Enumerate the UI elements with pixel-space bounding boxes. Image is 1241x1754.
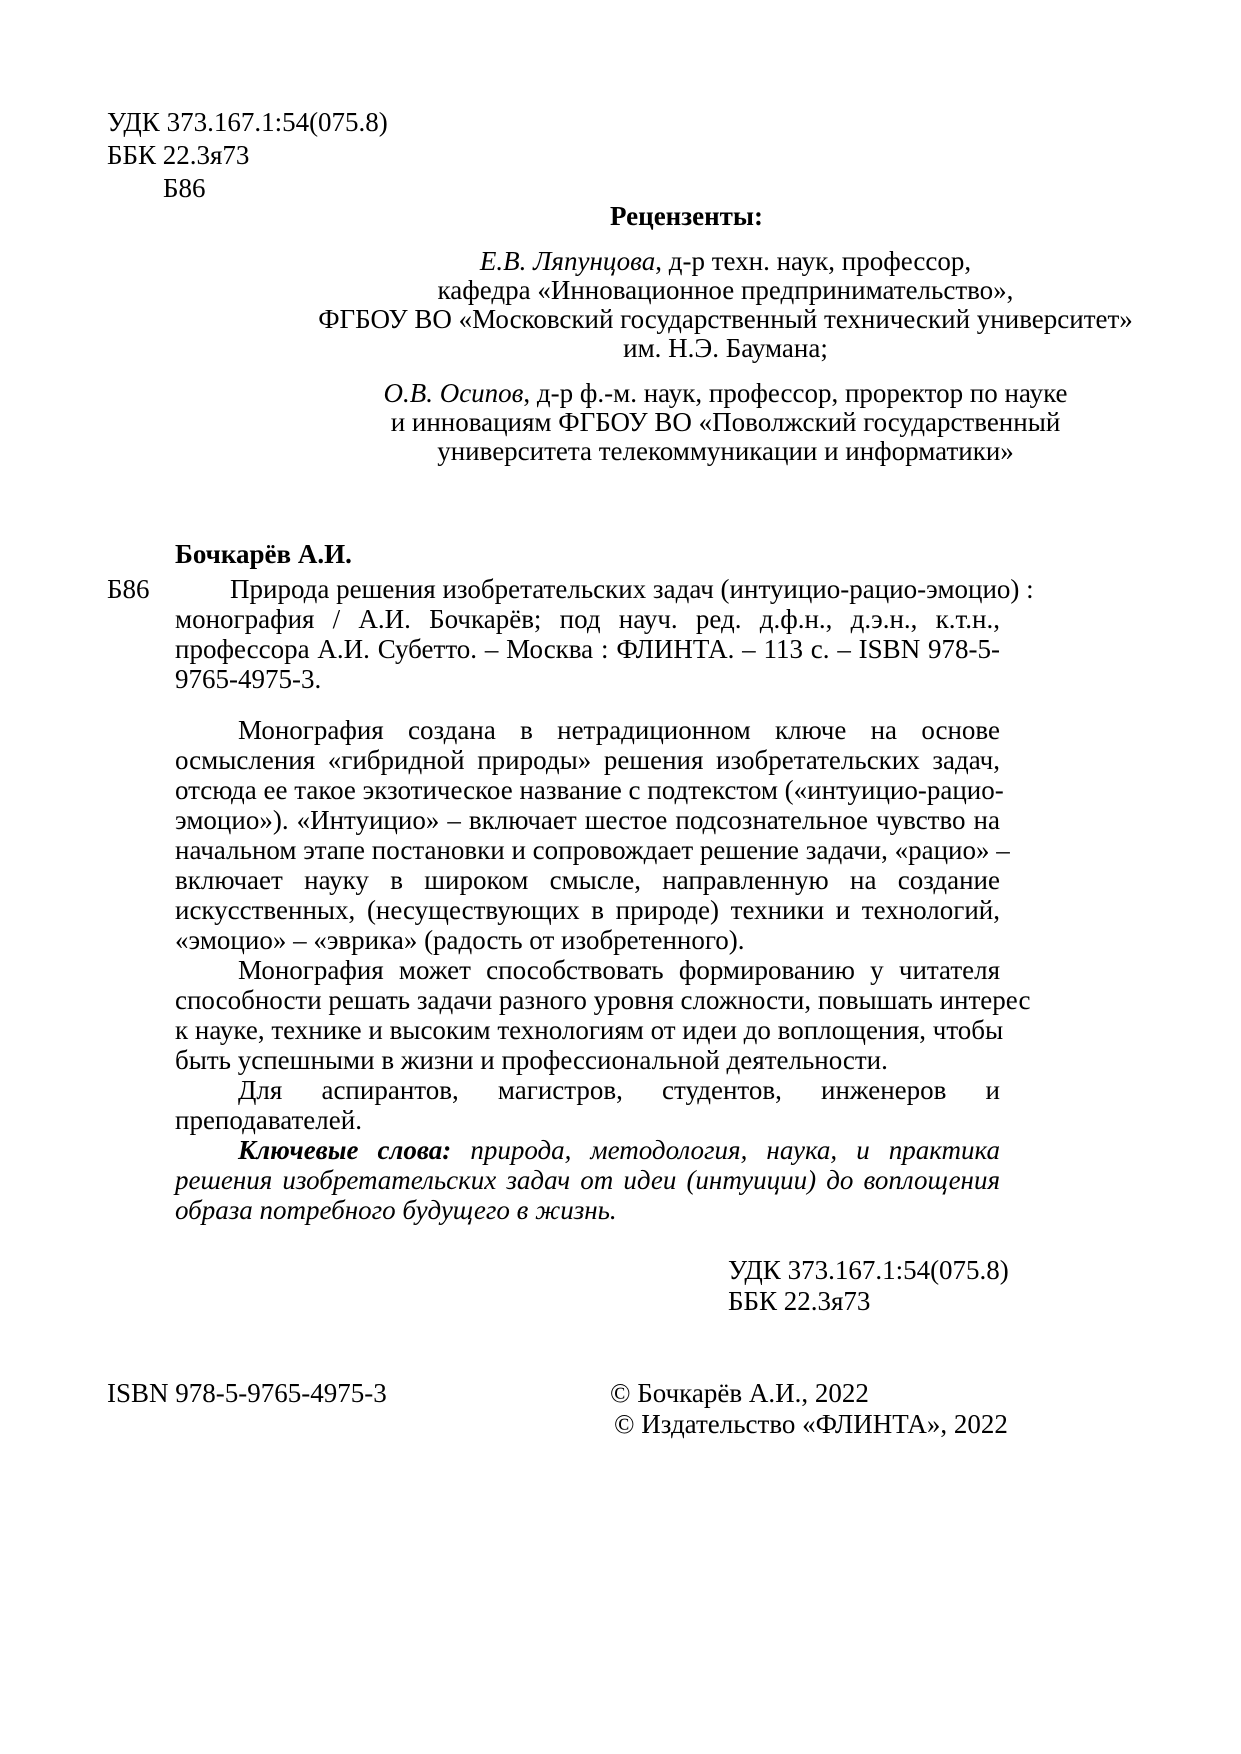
reviewer-1-line-2: кафедра «Инновационное предпринимательство», bbox=[437, 275, 1014, 305]
reviewer-1-line-4: им. Н.Э. Баумана; bbox=[623, 333, 828, 363]
reviewer-2-title: , д-р ф.-м. наук, профессор, проректор по науке bbox=[523, 378, 1068, 408]
annotation-p2-line: быть успешными в жизни и профессиональной деятельности. bbox=[175, 1045, 888, 1075]
keywords-text-1: природа, методология, наука, и практика bbox=[470, 1135, 1001, 1165]
reviewer-2-line-2: и инновациям ФГБОУ ВО «Поволжский государственный bbox=[390, 407, 1061, 437]
bib-line-1: Природа решения изобретательских задач (интуицио-рацио-эмоцио) : bbox=[230, 574, 1034, 604]
udk-code: УДК 373.167.1:54(075.8) bbox=[107, 107, 388, 137]
annotation-p1-line: Монография создана в нетрадиционном ключе на основе bbox=[238, 715, 1000, 745]
reviewers-title: Рецензенты: bbox=[610, 201, 763, 231]
annotation-p1-line: отсюда ее такое экзотическое название с подтекстом («интуицио-рацио- bbox=[175, 775, 1004, 805]
reviewer-1-name: Е.В. Ляпунцова bbox=[479, 246, 656, 276]
annotation-p1-line: включает науку в широком смысле, направленную на создание bbox=[175, 865, 1000, 895]
footer-udk-code: УДК 373.167.1:54(075.8) bbox=[728, 1255, 1009, 1285]
copyright-publisher: © Издательство «ФЛИНТА», 2022 bbox=[614, 1409, 1008, 1439]
keywords-label: Ключевые слова: bbox=[238, 1135, 452, 1165]
reviewer-2-line-3: университета телекоммуникации и информатики» bbox=[437, 436, 1014, 466]
footer-bbk-code: ББК 22.3я73 bbox=[728, 1286, 871, 1316]
annotation-p3-line: Для аспирантов, магистров, студентов, инженеров и bbox=[238, 1075, 1000, 1105]
bbk-code: ББК 22.3я73 bbox=[107, 140, 250, 170]
annotation-p1-line: эмоцио»). «Интуицио» – включает шестое подсознательное чувство на bbox=[175, 805, 1000, 835]
annotation-p1-line: осмысления «гибридной природы» решения изобретательских задач, bbox=[175, 745, 1000, 775]
annotation-p3-line: преподавателей. bbox=[175, 1105, 362, 1135]
bib-mark: Б86 bbox=[107, 574, 150, 604]
annotation-p2-line: Монография может способствовать формированию у читателя bbox=[238, 955, 1000, 985]
annotation-p1-line: искусственных, (несуществующих в природе) техники и технологий, bbox=[175, 895, 1000, 925]
annotation-p1-line: начальном этапе постановки и сопровождает решение задачи, «рацио» – bbox=[175, 835, 1010, 865]
bib-line-4: 9765-4975-3. bbox=[175, 664, 322, 694]
author-mark: Б86 bbox=[163, 173, 206, 203]
bib-line-2: монография / А.И. Бочкарёв; под науч. ред. д.ф.н., д.э.н., к.т.н., bbox=[175, 604, 1000, 634]
bib-line-3: профессора А.И. Субетто. – Москва : ФЛИНТА. – 113 с. – ISBN 978-5- bbox=[175, 634, 1000, 664]
reviewer-1-line-3: ФГБОУ ВО «Московский государственный технический университет» bbox=[318, 304, 1133, 334]
bib-author: Бочкарёв А.И. bbox=[175, 539, 352, 569]
isbn: ISBN 978-5-9765-4975-3 bbox=[107, 1378, 387, 1408]
keywords-line-1 bbox=[238, 1134, 1000, 1168]
copyright-author: © Бочкарёв А.И., 2022 bbox=[610, 1378, 869, 1408]
reviewer-1-title: , д-р техн. наук, профессор, bbox=[655, 246, 972, 276]
annotation-p2-line: к науке, технике и высоким технологиям от идеи до воплощения, чтобы bbox=[175, 1015, 1004, 1045]
annotation-p1-line: «эмоцио» – «эврика» (радость от изобретенного). bbox=[175, 925, 745, 955]
annotation-p2-line: способности решать задачи разного уровня сложности, повышать интерес bbox=[175, 985, 1031, 1015]
keywords-line-2: решения изобретательских задач от идеи (интуиции) до воплощения bbox=[175, 1165, 1000, 1195]
keywords-line-3: образа потребного будущего в жизнь. bbox=[175, 1195, 617, 1225]
reviewer-2-name: О.В. Осипов bbox=[383, 378, 524, 408]
